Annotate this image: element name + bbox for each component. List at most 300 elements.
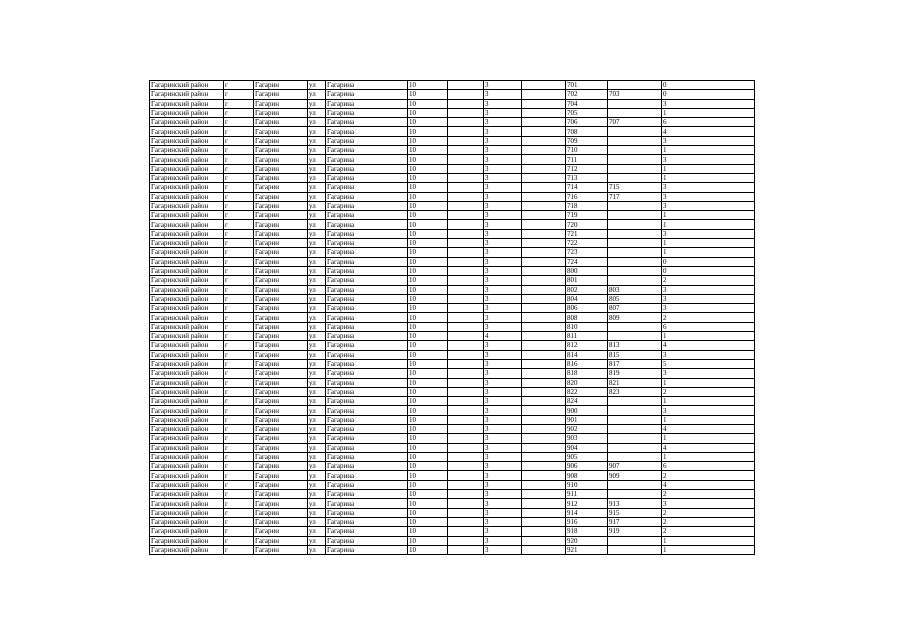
apartment-cell: 914 (566, 508, 608, 517)
apartment-2-cell (608, 322, 662, 331)
block-cell (522, 211, 566, 220)
apartment-2-cell (608, 127, 662, 136)
count-cell: 3 (662, 99, 755, 108)
locality-type-cell: г (224, 118, 254, 127)
apartment-2-cell: 707 (608, 118, 662, 127)
apartment-cell: 811 (566, 332, 608, 341)
locality-cell: Гагарин (254, 545, 308, 554)
floor-cell: 3 (484, 211, 522, 220)
building-cell (448, 527, 484, 536)
table-row (150, 276, 755, 285)
locality-type-cell: г (224, 127, 254, 136)
house-cell: 10 (408, 127, 448, 136)
building-cell (448, 359, 484, 368)
building-cell (448, 164, 484, 173)
house-cell: 10 (408, 322, 448, 331)
street-cell: Гагарина (326, 118, 408, 127)
table-row (150, 452, 755, 461)
apartment-2-cell (608, 239, 662, 248)
street-type-cell: ул (308, 164, 326, 173)
locality-type-cell: г (224, 220, 254, 229)
building-cell (448, 434, 484, 443)
count-cell: 6 (662, 322, 755, 331)
locality-cell: Гагарин (254, 118, 308, 127)
street-cell: Гагарина (326, 183, 408, 192)
house-cell: 10 (408, 387, 448, 396)
apartment-2-cell (608, 211, 662, 220)
locality-cell: Гагарин (254, 239, 308, 248)
district-cell: Гагаринский район (150, 229, 224, 238)
table-row (150, 285, 755, 294)
house-cell: 10 (408, 434, 448, 443)
street-type-cell: ул (308, 183, 326, 192)
floor-cell: 3 (484, 239, 522, 248)
locality-cell: Гагарин (254, 155, 308, 164)
street-cell: Гагарина (326, 313, 408, 322)
building-cell (448, 248, 484, 257)
street-cell: Гагарина (326, 415, 408, 424)
house-cell: 10 (408, 90, 448, 99)
district-cell: Гагаринский район (150, 127, 224, 136)
floor-cell: 3 (484, 415, 522, 424)
apartment-2-cell (608, 276, 662, 285)
count-cell: 3 (662, 406, 755, 415)
floor-cell: 3 (484, 443, 522, 452)
block-cell (522, 350, 566, 359)
block-cell (522, 192, 566, 201)
apartment-2-cell: 907 (608, 462, 662, 471)
table-row (150, 359, 755, 368)
floor-cell: 3 (484, 146, 522, 155)
apartment-2-cell (608, 452, 662, 461)
floor-cell: 3 (484, 90, 522, 99)
street-type-cell: ул (308, 536, 326, 545)
locality-cell: Гагарин (254, 192, 308, 201)
house-cell: 10 (408, 369, 448, 378)
floor-cell: 3 (484, 499, 522, 508)
street-type-cell: ул (308, 136, 326, 145)
apartment-cell: 900 (566, 406, 608, 415)
street-type-cell: ул (308, 266, 326, 275)
apartment-cell: 708 (566, 127, 608, 136)
building-cell (448, 424, 484, 433)
locality-type-cell: г (224, 480, 254, 489)
street-cell: Гагарина (326, 350, 408, 359)
block-cell (522, 443, 566, 452)
count-cell: 1 (662, 173, 755, 182)
apartment-cell: 710 (566, 146, 608, 155)
locality-cell: Гагарин (254, 378, 308, 387)
table-row (150, 332, 755, 341)
district-cell: Гагаринский район (150, 183, 224, 192)
district-cell: Гагаринский район (150, 164, 224, 173)
street-cell: Гагарина (326, 81, 408, 90)
locality-cell: Гагарин (254, 294, 308, 303)
house-cell: 10 (408, 406, 448, 415)
count-cell: 1 (662, 108, 755, 117)
apartment-cell: 820 (566, 378, 608, 387)
building-cell (448, 229, 484, 238)
count-cell: 4 (662, 424, 755, 433)
street-type-cell: ул (308, 424, 326, 433)
street-type-cell: ул (308, 90, 326, 99)
block-cell (522, 387, 566, 396)
apartment-cell: 723 (566, 248, 608, 257)
locality-type-cell: г (224, 285, 254, 294)
apartment-2-cell (608, 332, 662, 341)
apartment-cell: 711 (566, 155, 608, 164)
table-row (150, 294, 755, 303)
table-row (150, 99, 755, 108)
street-cell: Гагарина (326, 397, 408, 406)
building-cell (448, 369, 484, 378)
street-cell: Гагарина (326, 443, 408, 452)
table-row (150, 480, 755, 489)
locality-cell: Гагарин (254, 527, 308, 536)
street-type-cell: ул (308, 257, 326, 266)
building-cell (448, 266, 484, 275)
block-cell (522, 406, 566, 415)
street-type-cell: ул (308, 304, 326, 313)
count-cell: 0 (662, 266, 755, 275)
block-cell (522, 545, 566, 554)
block-cell (522, 313, 566, 322)
locality-cell: Гагарин (254, 332, 308, 341)
district-cell: Гагаринский район (150, 527, 224, 536)
street-cell: Гагарина (326, 527, 408, 536)
floor-cell: 3 (484, 183, 522, 192)
count-cell: 6 (662, 462, 755, 471)
building-cell (448, 183, 484, 192)
count-cell: 2 (662, 517, 755, 526)
block-cell (522, 257, 566, 266)
table-row (150, 266, 755, 275)
district-cell: Гагаринский район (150, 369, 224, 378)
building-cell (448, 471, 484, 480)
block-cell (522, 294, 566, 303)
apartment-cell: 810 (566, 322, 608, 331)
house-cell: 10 (408, 508, 448, 517)
locality-cell: Гагарин (254, 517, 308, 526)
apartment-2-cell (608, 108, 662, 117)
district-cell: Гагаринский район (150, 462, 224, 471)
locality-type-cell: г (224, 304, 254, 313)
apartment-cell: 904 (566, 443, 608, 452)
street-cell: Гагарина (326, 285, 408, 294)
apartment-2-cell (608, 173, 662, 182)
street-cell: Гагарина (326, 490, 408, 499)
locality-cell: Гагарин (254, 211, 308, 220)
table-row (150, 434, 755, 443)
building-cell (448, 415, 484, 424)
block-cell (522, 490, 566, 499)
address-table (149, 80, 755, 555)
floor-cell: 3 (484, 359, 522, 368)
table-row (150, 229, 755, 238)
floor-cell: 3 (484, 108, 522, 117)
block-cell (522, 164, 566, 173)
block-cell (522, 508, 566, 517)
house-cell: 10 (408, 443, 448, 452)
street-cell: Гагарина (326, 164, 408, 173)
locality-type-cell: г (224, 341, 254, 350)
block-cell (522, 499, 566, 508)
street-type-cell: ул (308, 508, 326, 517)
table-row (150, 517, 755, 526)
district-cell: Гагаринский район (150, 415, 224, 424)
street-type-cell: ул (308, 155, 326, 164)
building-cell (448, 239, 484, 248)
apartment-cell: 818 (566, 369, 608, 378)
count-cell: 3 (662, 192, 755, 201)
apartment-cell: 816 (566, 359, 608, 368)
district-cell: Гагаринский район (150, 266, 224, 275)
district-cell: Гагаринский район (150, 136, 224, 145)
house-cell: 10 (408, 536, 448, 545)
street-type-cell: ул (308, 415, 326, 424)
floor-cell: 3 (484, 248, 522, 257)
street-cell: Гагарина (326, 387, 408, 396)
block-cell (522, 248, 566, 257)
locality-type-cell: г (224, 229, 254, 238)
apartment-cell: 814 (566, 350, 608, 359)
street-type-cell: ул (308, 499, 326, 508)
block-cell (522, 424, 566, 433)
street-type-cell: ул (308, 434, 326, 443)
block-cell (522, 266, 566, 275)
district-cell: Гагаринский район (150, 173, 224, 182)
street-cell: Гагарина (326, 108, 408, 117)
district-cell: Гагаринский район (150, 359, 224, 368)
apartment-cell: 806 (566, 304, 608, 313)
apartment-cell: 722 (566, 239, 608, 248)
locality-type-cell: г (224, 266, 254, 275)
apartment-cell: 709 (566, 136, 608, 145)
district-cell: Гагаринский район (150, 397, 224, 406)
locality-cell: Гагарин (254, 387, 308, 396)
locality-type-cell: г (224, 452, 254, 461)
house-cell: 10 (408, 424, 448, 433)
count-cell: 2 (662, 387, 755, 396)
locality-cell: Гагарин (254, 359, 308, 368)
apartment-2-cell: 817 (608, 359, 662, 368)
table-row (150, 415, 755, 424)
locality-cell: Гагарин (254, 229, 308, 238)
locality-type-cell: г (224, 490, 254, 499)
table-row (150, 424, 755, 433)
building-cell (448, 313, 484, 322)
street-cell: Гагарина (326, 369, 408, 378)
street-cell: Гагарина (326, 229, 408, 238)
district-cell: Гагаринский район (150, 155, 224, 164)
count-cell: 0 (662, 90, 755, 99)
apartment-cell: 704 (566, 99, 608, 108)
district-cell: Гагаринский район (150, 239, 224, 248)
district-cell: Гагаринский район (150, 276, 224, 285)
apartment-cell: 712 (566, 164, 608, 173)
house-cell: 10 (408, 471, 448, 480)
apartment-2-cell: 909 (608, 471, 662, 480)
building-cell (448, 146, 484, 155)
block-cell (522, 480, 566, 489)
apartment-2-cell: 703 (608, 90, 662, 99)
locality-type-cell: г (224, 192, 254, 201)
table-row (150, 471, 755, 480)
street-cell: Гагарина (326, 471, 408, 480)
count-cell: 3 (662, 294, 755, 303)
apartment-cell: 908 (566, 471, 608, 480)
district-cell: Гагаринский район (150, 81, 224, 90)
house-cell: 10 (408, 285, 448, 294)
house-cell: 10 (408, 397, 448, 406)
district-cell: Гагаринский район (150, 452, 224, 461)
street-cell: Гагарина (326, 276, 408, 285)
house-cell: 10 (408, 415, 448, 424)
street-type-cell: ул (308, 313, 326, 322)
count-cell: 1 (662, 146, 755, 155)
floor-cell: 3 (484, 294, 522, 303)
apartment-2-cell: 823 (608, 387, 662, 396)
building-cell (448, 211, 484, 220)
street-type-cell: ул (308, 406, 326, 415)
street-type-cell: ул (308, 369, 326, 378)
table-row (150, 508, 755, 517)
street-type-cell: ул (308, 99, 326, 108)
district-cell: Гагаринский район (150, 406, 224, 415)
apartment-cell: 801 (566, 276, 608, 285)
district-cell: Гагаринский район (150, 471, 224, 480)
apartment-2-cell (608, 424, 662, 433)
locality-cell: Гагарин (254, 452, 308, 461)
district-cell: Гагаринский район (150, 332, 224, 341)
count-cell: 4 (662, 443, 755, 452)
count-cell: 2 (662, 276, 755, 285)
block-cell (522, 155, 566, 164)
locality-cell: Гагарин (254, 490, 308, 499)
block-cell (522, 434, 566, 443)
block-cell (522, 462, 566, 471)
apartment-2-cell: 807 (608, 304, 662, 313)
block-cell (522, 341, 566, 350)
building-cell (448, 397, 484, 406)
apartment-cell: 804 (566, 294, 608, 303)
apartment-2-cell (608, 201, 662, 210)
table-row (150, 248, 755, 257)
block-cell (522, 81, 566, 90)
apartment-2-cell (608, 480, 662, 489)
house-cell: 10 (408, 229, 448, 238)
street-cell: Гагарина (326, 406, 408, 415)
street-type-cell: ул (308, 211, 326, 220)
floor-cell: 3 (484, 369, 522, 378)
apartment-cell: 705 (566, 108, 608, 117)
apartment-2-cell (608, 99, 662, 108)
locality-type-cell: г (224, 257, 254, 266)
floor-cell: 3 (484, 155, 522, 164)
street-type-cell: ул (308, 341, 326, 350)
table-row (150, 257, 755, 266)
locality-cell: Гагарин (254, 173, 308, 182)
house-cell: 10 (408, 220, 448, 229)
count-cell: 4 (662, 480, 755, 489)
block-cell (522, 183, 566, 192)
street-type-cell: ул (308, 322, 326, 331)
house-cell: 10 (408, 480, 448, 489)
count-cell: 3 (662, 229, 755, 238)
building-cell (448, 462, 484, 471)
table-row (150, 350, 755, 359)
block-cell (522, 90, 566, 99)
street-cell: Гагарина (326, 378, 408, 387)
street-type-cell: ул (308, 387, 326, 396)
floor-cell: 3 (484, 508, 522, 517)
street-type-cell: ул (308, 220, 326, 229)
apartment-cell: 903 (566, 434, 608, 443)
locality-cell: Гагарин (254, 499, 308, 508)
street-cell: Гагарина (326, 146, 408, 155)
table-row (150, 406, 755, 415)
floor-cell: 3 (484, 81, 522, 90)
district-cell: Гагаринский район (150, 480, 224, 489)
street-type-cell: ул (308, 248, 326, 257)
building-cell (448, 173, 484, 182)
locality-type-cell: г (224, 108, 254, 117)
street-cell: Гагарина (326, 424, 408, 433)
locality-type-cell: г (224, 527, 254, 536)
locality-cell: Гагарин (254, 406, 308, 415)
street-cell: Гагарина (326, 434, 408, 443)
house-cell: 10 (408, 201, 448, 210)
floor-cell: 3 (484, 517, 522, 526)
locality-cell: Гагарин (254, 313, 308, 322)
apartment-cell: 911 (566, 490, 608, 499)
table-row (150, 313, 755, 322)
locality-type-cell: г (224, 313, 254, 322)
house-cell: 10 (408, 332, 448, 341)
street-cell: Гагарина (326, 266, 408, 275)
district-cell: Гагаринский район (150, 508, 224, 517)
apartment-cell: 702 (566, 90, 608, 99)
locality-type-cell: г (224, 294, 254, 303)
district-cell: Гагаринский район (150, 220, 224, 229)
house-cell: 10 (408, 313, 448, 322)
locality-cell: Гагарин (254, 424, 308, 433)
apartment-cell: 720 (566, 220, 608, 229)
street-type-cell: ул (308, 443, 326, 452)
district-cell: Гагаринский район (150, 350, 224, 359)
building-cell (448, 136, 484, 145)
block-cell (522, 322, 566, 331)
street-cell: Гагарина (326, 499, 408, 508)
locality-cell: Гагарин (254, 108, 308, 117)
house-cell: 10 (408, 118, 448, 127)
district-cell: Гагаринский район (150, 90, 224, 99)
locality-type-cell: г (224, 434, 254, 443)
locality-cell: Гагарин (254, 480, 308, 489)
block-cell (522, 359, 566, 368)
house-cell: 10 (408, 341, 448, 350)
apartment-cell: 901 (566, 415, 608, 424)
building-cell (448, 201, 484, 210)
locality-type-cell: г (224, 536, 254, 545)
apartment-2-cell (608, 545, 662, 554)
house-cell: 10 (408, 294, 448, 303)
locality-type-cell: г (224, 183, 254, 192)
apartment-2-cell (608, 155, 662, 164)
block-cell (522, 471, 566, 480)
apartment-2-cell: 919 (608, 527, 662, 536)
apartment-2-cell: 819 (608, 369, 662, 378)
